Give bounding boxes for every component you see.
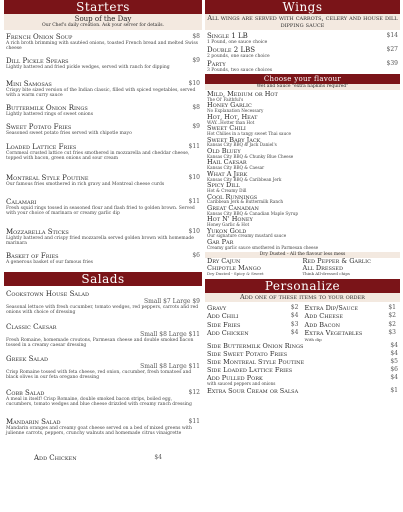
item-desc: Crispy bite sized version of the Indian classic, filled with spiced vegetables, served with a warm curry sauce (6, 88, 196, 99)
item-price: $11 (188, 418, 200, 425)
side-price: $4 (390, 349, 398, 357)
menu-item (4, 57, 202, 80)
flavour-desc: No Explanation Necessary (207, 108, 264, 114)
dry-bar: Dry Dusted - All the flavour less mess (205, 252, 400, 258)
wings-header: Wings (205, 0, 400, 14)
addon-price: $4 (290, 312, 299, 320)
addon-name: Gravy (207, 303, 227, 312)
item-desc: Lightly battered rings of sweet onions (6, 112, 93, 117)
left-column (4, 0, 202, 464)
item-price: $9 (192, 123, 200, 130)
flavour-name: Mild, Medium or Hot (207, 90, 278, 98)
flavour-name: Great Canadian (207, 203, 259, 212)
sides-list (205, 342, 400, 395)
flavour-desc: The Ol' Faithful's (207, 96, 244, 102)
item-name: Mini Samosas (6, 80, 52, 88)
flavour-sub: Wet and Sauce "extra napkins required" (205, 84, 400, 90)
item-desc: Fresh squid rings tossed in seasoned flour and flash fried to golden brown. Served with your choice of marinara or creamy garlic dip (6, 206, 195, 217)
side-item (205, 342, 400, 350)
flavour-desc: Kansas City BBQ & Jack Daniel's (207, 142, 277, 148)
item-name: Calamari (6, 198, 37, 206)
item-price: $11 (188, 198, 200, 205)
side-item (205, 387, 400, 395)
side-item (205, 374, 400, 387)
menu-item (4, 418, 202, 454)
addon-name: Add Chicken (207, 329, 249, 338)
item-desc: Seasoned sweet potato fries served with chipotle mayo (6, 131, 132, 136)
wings-intro: All wings are served with carrots, celery and house dill dipping sauce (205, 14, 400, 30)
flavour-name: Spicy Dill (207, 181, 240, 190)
addon-name: Add Cheese (304, 312, 343, 321)
side-price: $5 (390, 357, 398, 365)
flavour-item (205, 239, 400, 250)
flavour-desc: Kansas City BBQ & Chunky Blue Cheese (207, 153, 294, 159)
flavour-name: Old Bluey (207, 146, 241, 155)
item-name: Dill Pickle Spears (6, 57, 69, 65)
wing-size (205, 60, 400, 74)
menu-item (4, 323, 202, 355)
menu-item (4, 252, 202, 270)
side-name: Side Montreal Style Poutine (207, 357, 305, 366)
side-name: Side Sweet Potato Fries (207, 349, 288, 358)
addon-price: $2 (388, 320, 396, 328)
item-name: Add Chicken (34, 454, 77, 462)
item-name: Mandarin Salad (6, 418, 61, 426)
item-desc: A rich broth brimming with sautéed onions, toasted French bread and melted Swiss cheese (6, 41, 198, 52)
item-price: $10 (188, 174, 200, 181)
item-name: Cobb Salad (6, 389, 45, 397)
personalize-header: Personalize (205, 279, 400, 293)
item-price: $11 (188, 143, 200, 150)
item-name: Montreal Style Poutine (6, 174, 89, 182)
flavour-name: Hail Caesar (207, 158, 247, 167)
flavour-name: Cool Runnings (207, 192, 258, 201)
addon-price: $4 (290, 329, 299, 337)
item-name: Basket of Fries (6, 252, 59, 260)
item-name: Cookstown House Salad (6, 290, 89, 298)
flavour-desc: Kansas City BBQ & Canadian Maple Syrup (207, 210, 299, 216)
dry-name: All Dressed (302, 264, 343, 273)
salads-list (4, 286, 202, 464)
item-name: Single 1 LB (207, 32, 248, 40)
flavour-desc: Kansas City BBQ & Caribbean Jerk (207, 176, 282, 182)
item-name: Party (207, 60, 226, 68)
item-price: $10 (188, 228, 200, 235)
wing-size (205, 46, 400, 60)
item-desc: Fresh Romaine, homemade croutons, Parmesan cheese and double smoked bacon tossed in a creamy caesar dressing (6, 338, 194, 349)
wing-size (205, 32, 400, 46)
flavour-desc: Kansas City BBQ & Caesar (207, 165, 265, 171)
item-desc: A meal in itself! Crisp Romaine, double smoked bacon strips, boiled egg, cucumbers, tomato wedges and blue cheese drizzled with creamy ranch dressing (6, 397, 192, 408)
menu-item (4, 80, 202, 104)
personalize-intro: Add one of these items to your order (205, 293, 400, 302)
salads-header: Salads (4, 272, 202, 286)
dry-item (207, 265, 303, 277)
item-desc: 1 Pound, one sauce choice (207, 40, 268, 45)
flavour-desc: Honey Garlic & Hot (207, 222, 250, 228)
item-desc: Lightly battered and crispy fried mozzarella served golden brown with homemade marinara (6, 236, 194, 247)
item-name: Double 2 LBS (207, 46, 256, 54)
flavour-name: Honey Garlic (207, 101, 252, 110)
addon-price: $3 (290, 320, 299, 328)
menu-item (4, 355, 202, 389)
menu-item (4, 228, 202, 252)
item-desc: 3 Pounds, two sauce choices (207, 68, 273, 73)
dry-item (303, 265, 399, 277)
item-price: $27 (386, 46, 398, 53)
flavour-item (205, 125, 400, 136)
item-name: Mozzarella Sticks (6, 228, 69, 236)
dry-flavours (205, 258, 400, 277)
item-desc: Our famous fries smothered in rich gravy and Montreal cheese curds (6, 182, 165, 187)
starters-header: Starters (4, 0, 202, 14)
flavour-desc: Hot & Creamy Dill (207, 187, 247, 193)
item-price: $39 (386, 60, 398, 67)
item-price: $9 (192, 57, 200, 64)
item-price: $10 (188, 80, 200, 87)
side-name: Add Pulled Pork (207, 373, 263, 382)
side-name: Extra Sour Cream or Salsa (207, 386, 299, 395)
side-price: $6 (390, 365, 398, 373)
side-price: $4 (390, 341, 398, 349)
addon-price: $3 (388, 329, 396, 337)
addon-name: Extra Vegetables (304, 329, 363, 338)
item-desc: Mandarin oranges and creamy goat cheese served on a bed of mixed greens with julienne carrots, peppers, crunchy walnuts and homemade citrus vinaigrette (6, 426, 192, 437)
flavour-name: Hot, Hot, Heat (207, 112, 258, 121)
item-price: Small $8 Large $11 (140, 363, 200, 370)
item-price: $4 (154, 454, 162, 461)
addon-grid (205, 302, 400, 342)
addon-price: $1 (388, 303, 396, 311)
item-name: French Onion Soup (6, 33, 73, 41)
item-price: Small $7 Large $9 (143, 298, 200, 305)
flavour-header: Choose your flavour (205, 74, 400, 84)
item-name: Classic Caesar (6, 323, 57, 331)
item-desc: Cornmeal crusted lattice cut fries smothered in mozzarella and cheddar cheese, topped with bacon, green onions and sour cream (6, 151, 190, 162)
addon-item (207, 304, 301, 313)
item-desc: 2 pounds, one sauce choice (207, 54, 270, 59)
flavour-desc: Caribbean Jerk & Buttermilk Ranch (207, 199, 284, 205)
addon-name: Add Chili (207, 312, 239, 321)
addon-item (305, 321, 399, 330)
flavour-name: What A Jerk (207, 169, 248, 178)
flavour-desc: Our signature creamy mustard sauce (207, 233, 287, 239)
addon-item (305, 329, 399, 342)
dry-name: Dry Cajun (207, 257, 241, 266)
item-price: $6 (192, 252, 200, 259)
flavour-name: Yukon Gold (207, 226, 247, 235)
starters-list (4, 30, 202, 270)
addon-item (207, 329, 301, 342)
side-desc: with sauced peppers and onions (207, 380, 276, 386)
flavour-desc: Creamy garlic sauce smothered in Parmesan cheese (207, 244, 319, 250)
flavour-item (205, 182, 400, 193)
right-column (205, 0, 400, 395)
dry-name: Chipotle Mango (207, 264, 261, 273)
menu-item (4, 290, 202, 323)
wing-sizes (205, 30, 400, 74)
side-item (205, 350, 400, 358)
menu-item (4, 143, 202, 174)
item-name: Loaded Lattice Fries (6, 143, 77, 151)
item-desc: A generous basket of our famous fries (6, 260, 93, 265)
addon-name: Extra Dip/Sauce (304, 303, 359, 312)
flavour-item (205, 228, 400, 239)
addon-item (207, 321, 301, 330)
item-desc: Seasonal lettuce with fresh cucumber, tomato wedges, red peppers, carrots and red onions with choice of dressing (6, 305, 199, 316)
addon-name: Side Fries (207, 320, 241, 329)
item-price: $8 (192, 104, 200, 111)
flavour-desc: WAY...Hotter than Hot (207, 119, 255, 125)
flavour-name: Sweet Chili (207, 124, 246, 133)
addon-item (207, 312, 301, 321)
side-name: Side Loaded Lattice Fries (207, 365, 293, 374)
menu-item (4, 104, 202, 123)
flavour-item (205, 216, 400, 227)
add-chicken-row (4, 454, 202, 464)
side-price: $4 (390, 373, 398, 381)
side-item (205, 358, 400, 366)
side-item (205, 366, 400, 374)
addon-price: $2 (290, 303, 299, 311)
flavour-name: Hot N' Honey (207, 215, 253, 224)
item-price: $14 (386, 32, 398, 39)
addon-item (305, 312, 399, 321)
item-desc: Crisp Romaine tossed with feta cheese, red onion, cucumber, fresh tomatoes and black olives in our feta oregano dressing (6, 370, 192, 381)
addon-name: Add Bacon (304, 320, 340, 329)
dry-name: Red Pepper & Garlic (302, 257, 371, 266)
item-name: Greek Salad (6, 355, 48, 363)
menu-item (4, 33, 202, 57)
dry-desc: Dry Dusted - Spicy & Sweet (207, 271, 264, 277)
item-price: $12 (188, 389, 200, 396)
soup-of-day (4, 14, 202, 30)
flavour-desc: Hot Chilies in a tangy sweet Thai sauce (207, 130, 292, 136)
addon-price: $2 (388, 312, 396, 320)
flavour-name: Sweet Baby Jack (207, 135, 261, 144)
item-desc: Lightly battered and fried pickle wedges, served with ranch for dipping (6, 65, 170, 70)
item-name: Buttermilk Onion Rings (6, 104, 88, 112)
menu-item (4, 123, 202, 143)
soup-title: Soup of the Day (74, 15, 132, 23)
dry-desc: Think All-dressed chips (302, 271, 350, 277)
menu-item (4, 389, 202, 418)
item-price: Small $8 Large $11 (140, 331, 200, 338)
addon-note: With dip (304, 336, 322, 342)
flavour-name: Gar Par (207, 238, 234, 247)
menu-item (4, 198, 202, 228)
item-price: $8 (192, 33, 200, 40)
side-name: Side Buttermilk Onion Rings (207, 341, 304, 350)
side-price: $1 (390, 386, 398, 394)
soup-desc: Our Chef's daily creation. Ask your server for details. (42, 23, 164, 28)
addon-item (305, 304, 399, 313)
item-name: Sweet Potato Fries (6, 123, 72, 131)
flavour-list (205, 90, 400, 250)
menu-item (4, 174, 202, 198)
